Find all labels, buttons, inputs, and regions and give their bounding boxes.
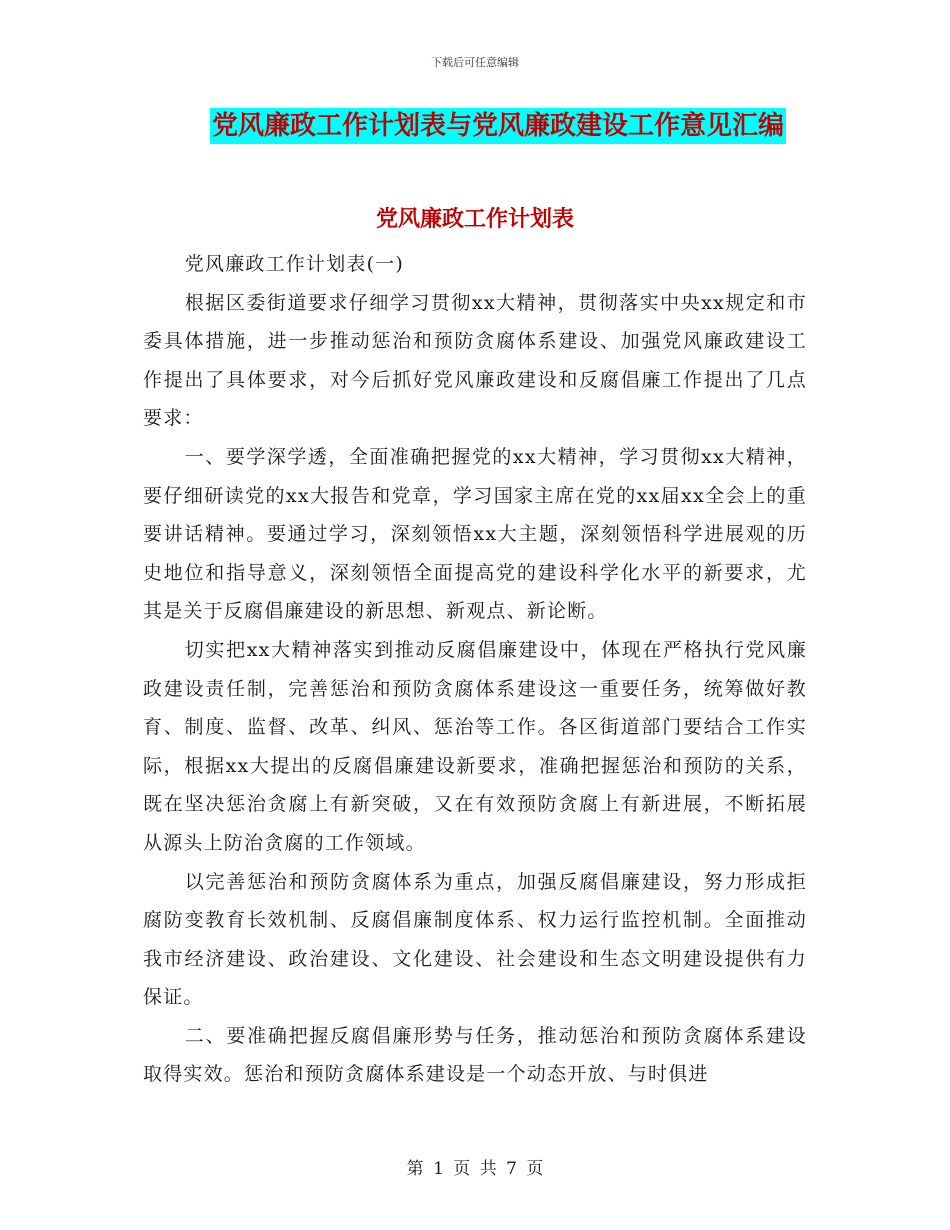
paragraph: 切实把xx大精神落实到推动反腐倡廉建设中，体现在严格执行党风廉政建设责任制，完善惩治和预防贪腐体系建设这一重要任务，统筹做好教育、制度、监督、改革、纠风、惩治等工作。各区街道部门要结合工作实际，根据xx大提出的反腐倡廉建设新要求，准确把握惩治和预防的关系，既在坚决惩治贪腐上有新突破，又在有效预防贪腐上有新进展，不断拓展从源头上防治贪腐的工作领域。 <box>143 638 807 854</box>
paragraph: 二、要准确把握反腐倡廉形势与任务，推动惩治和预防贪腐体系建设取得实效。惩治和预防贪腐体系建设是一个动态开放、与时俱进 <box>143 1024 807 1086</box>
header-note: 下载后可任意编辑 <box>431 56 519 69</box>
paragraph: 根据区委街道要求仔细学习贯彻xx大精神，贯彻落实中央xx规定和市委具体措施，进一步推动惩治和预防贪腐体系建设、加强党风廉政建设工作提出了具体要求，对今后抓好党风廉政建设和反腐倡廉工作提出了几点要求： <box>143 291 807 430</box>
main-title-container <box>0 108 950 144</box>
paragraph: 一、要学深学透，全面准确把握党的xx大精神，学习贯彻xx大精神，要仔细研读党的xx大报告和党章，学习国家主席在党的xx届xx全会上的重要讲话精神。要通过学习，深刻领悟xx大主题，深刻领悟科学进展观的历史地位和指导意义，深刻领悟全面提高党的建设科学化水平的新要求，尤其是关于反腐倡廉建设的新思想、新观点、新论断。 <box>143 445 807 623</box>
paragraph: 以完善惩治和预防贪腐体系为重点，加强反腐倡廉建设，努力形成拒腐防变教育长效机制、反腐倡廉制度体系、权力运行监控机制。全面推动我市经济建设、政治建设、文化建设、社会建设和生态文明建设提供有力保证。 <box>143 870 807 1009</box>
paragraph-heading: 党风廉政工作计划表(一) <box>184 253 405 275</box>
document-body <box>143 245 807 1094</box>
sub-title: 党风廉政工作计划表 <box>375 207 574 232</box>
page-footer: 第 1 页 共 7 页 <box>406 1159 544 1179</box>
main-title: 党风廉政工作计划表与党风廉政建设工作意见汇编 <box>210 108 786 144</box>
